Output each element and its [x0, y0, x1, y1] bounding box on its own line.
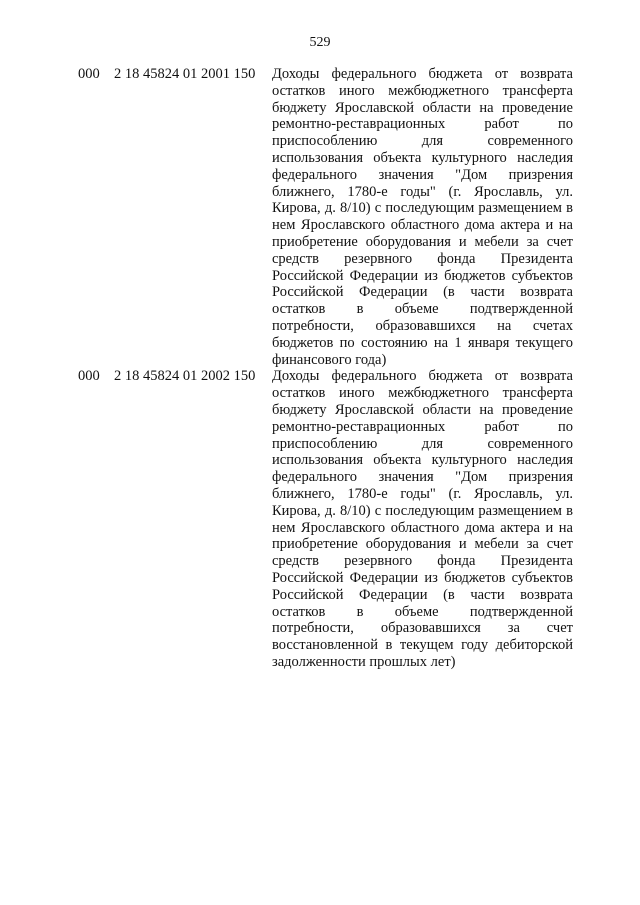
page-number: 529	[309, 35, 331, 50]
entry-description: Доходы федерального бюджета от возврата остатков иного межбюджетного трансферта бюджету Ярославской области на проведение ремонтно-реставрационных работ по приспособлению для современного использования объекта культурного наследия федерального значения "Дом призрения ближнего, 1780-е годы" (г. Ярославль, ул. Кирова, д. 8/10) с последующим размещением в нем Ярославского областного дома актера и на приобретение оборудования и мебели за счет средств резервного фонда Президента Российской Федерации из бюджетов субъектов Российской Федерации (в части возврата остатков в объеме подтвержденной потребности, образовавшихся за счет восстановленной в текущем году дебиторской задолженности прошлых лет)	[272, 368, 573, 670]
admin-code: 000	[78, 368, 100, 385]
table-row	[78, 66, 578, 368]
classification-code: 2 18 45824 01 2002 150	[114, 368, 256, 385]
classification-code: 2 18 45824 01 2001 150	[114, 66, 256, 82]
admin-code: 000	[78, 66, 100, 82]
table-row	[78, 368, 578, 670]
entries-table	[78, 66, 578, 671]
entry-description: Доходы федерального бюджета от возврата остатков иного межбюджетного трансферта бюджету Ярославской области на проведение ремонтно-реставрационных работ по приспособлению для современного использования объекта культурного наследия федерального значения "Дом призрения ближнего, 1780-е годы" (г. Ярославль, ул. Кирова, д. 8/10) с последующим размещением в нем Ярославского областного дома актера и на приобретение оборудования и мебели за счет средств резервного фонда Президента Российской Федерации из бюджетов субъектов Российской Федерации (в части возврата остатков в объеме подтвержденной потребности, образовавшихся на счетах бюджетов по состоянию на 1 января текущего финансового года)	[272, 66, 573, 368]
